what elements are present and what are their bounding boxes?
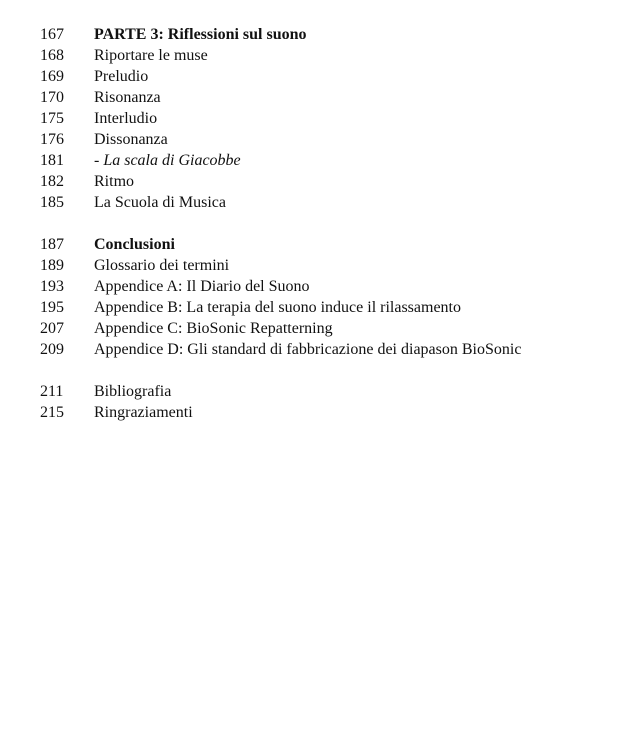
toc-page-number: 209 xyxy=(40,341,64,358)
toc-entry-title: Ritmo xyxy=(94,173,135,190)
toc-entry xyxy=(40,192,600,213)
toc-entry xyxy=(40,66,600,87)
toc-page-number: 189 xyxy=(40,257,64,274)
toc-page-number: 169 xyxy=(40,68,64,85)
toc-page-number: 215 xyxy=(40,404,64,421)
toc-entry xyxy=(40,108,600,129)
toc-entry-title: Bibliografia xyxy=(94,383,172,400)
toc-page-number: 176 xyxy=(40,131,64,148)
toc-entry-title: - La scala di Giacobbe xyxy=(94,152,241,169)
toc-page-number: 185 xyxy=(40,194,64,211)
toc-entry-title: La Scuola di Musica xyxy=(94,194,226,211)
toc-entry-title: Conclusioni xyxy=(94,236,175,253)
toc-group-conclusioni xyxy=(40,234,600,360)
toc-entry-title: Ringraziamenti xyxy=(94,404,193,421)
toc-entry-title: Appendice D: Gli standard di fabbricazione dei diapason BioSonic xyxy=(94,341,522,358)
toc-entry xyxy=(40,171,600,192)
toc-entry-title: Dissonanza xyxy=(94,131,168,148)
toc-entry xyxy=(40,234,600,255)
toc-entry xyxy=(40,24,600,45)
toc-group-parte-3 xyxy=(40,24,600,213)
toc-entry xyxy=(40,45,600,66)
toc-group-back-matter xyxy=(40,381,600,423)
toc-entry-title: Preludio xyxy=(94,68,149,85)
toc-entry-title: Appendice C: BioSonic Repatterning xyxy=(94,320,333,337)
toc-entry xyxy=(40,255,600,276)
toc-page-number: 181 xyxy=(40,152,64,169)
toc-entry xyxy=(40,339,600,360)
toc-entry xyxy=(40,297,600,318)
toc-page-number: 182 xyxy=(40,173,64,190)
toc-entry xyxy=(40,276,600,297)
toc-entry xyxy=(40,318,600,339)
toc-entry-title: PARTE 3: Riflessioni sul suono xyxy=(94,26,307,43)
toc-page-number: 170 xyxy=(40,89,64,106)
toc-page-number: 211 xyxy=(40,383,64,400)
toc-entry-title: Appendice A: Il Diario del Suono xyxy=(94,278,310,295)
toc-entry-title: Riportare le muse xyxy=(94,47,208,64)
toc-page-number: 187 xyxy=(40,236,64,253)
toc-entry-title: Appendice B: La terapia del suono induce il rilassamento xyxy=(94,299,461,316)
toc-page-number: 167 xyxy=(40,26,64,43)
toc-entry xyxy=(40,87,600,108)
toc-page-number: 193 xyxy=(40,278,64,295)
toc-entry-title: Interludio xyxy=(94,110,158,127)
toc-entry xyxy=(40,381,600,402)
toc-entry xyxy=(40,150,600,171)
toc-entry-title: Glossario dei termini xyxy=(94,257,230,274)
toc-entry xyxy=(40,402,600,423)
toc-entry-title: Risonanza xyxy=(94,89,161,106)
toc-page-number: 195 xyxy=(40,299,64,316)
toc-page-number: 168 xyxy=(40,47,64,64)
toc-entry xyxy=(40,129,600,150)
toc-page-number: 207 xyxy=(40,320,64,337)
table-of-contents xyxy=(40,24,600,444)
toc-page-number: 175 xyxy=(40,110,64,127)
